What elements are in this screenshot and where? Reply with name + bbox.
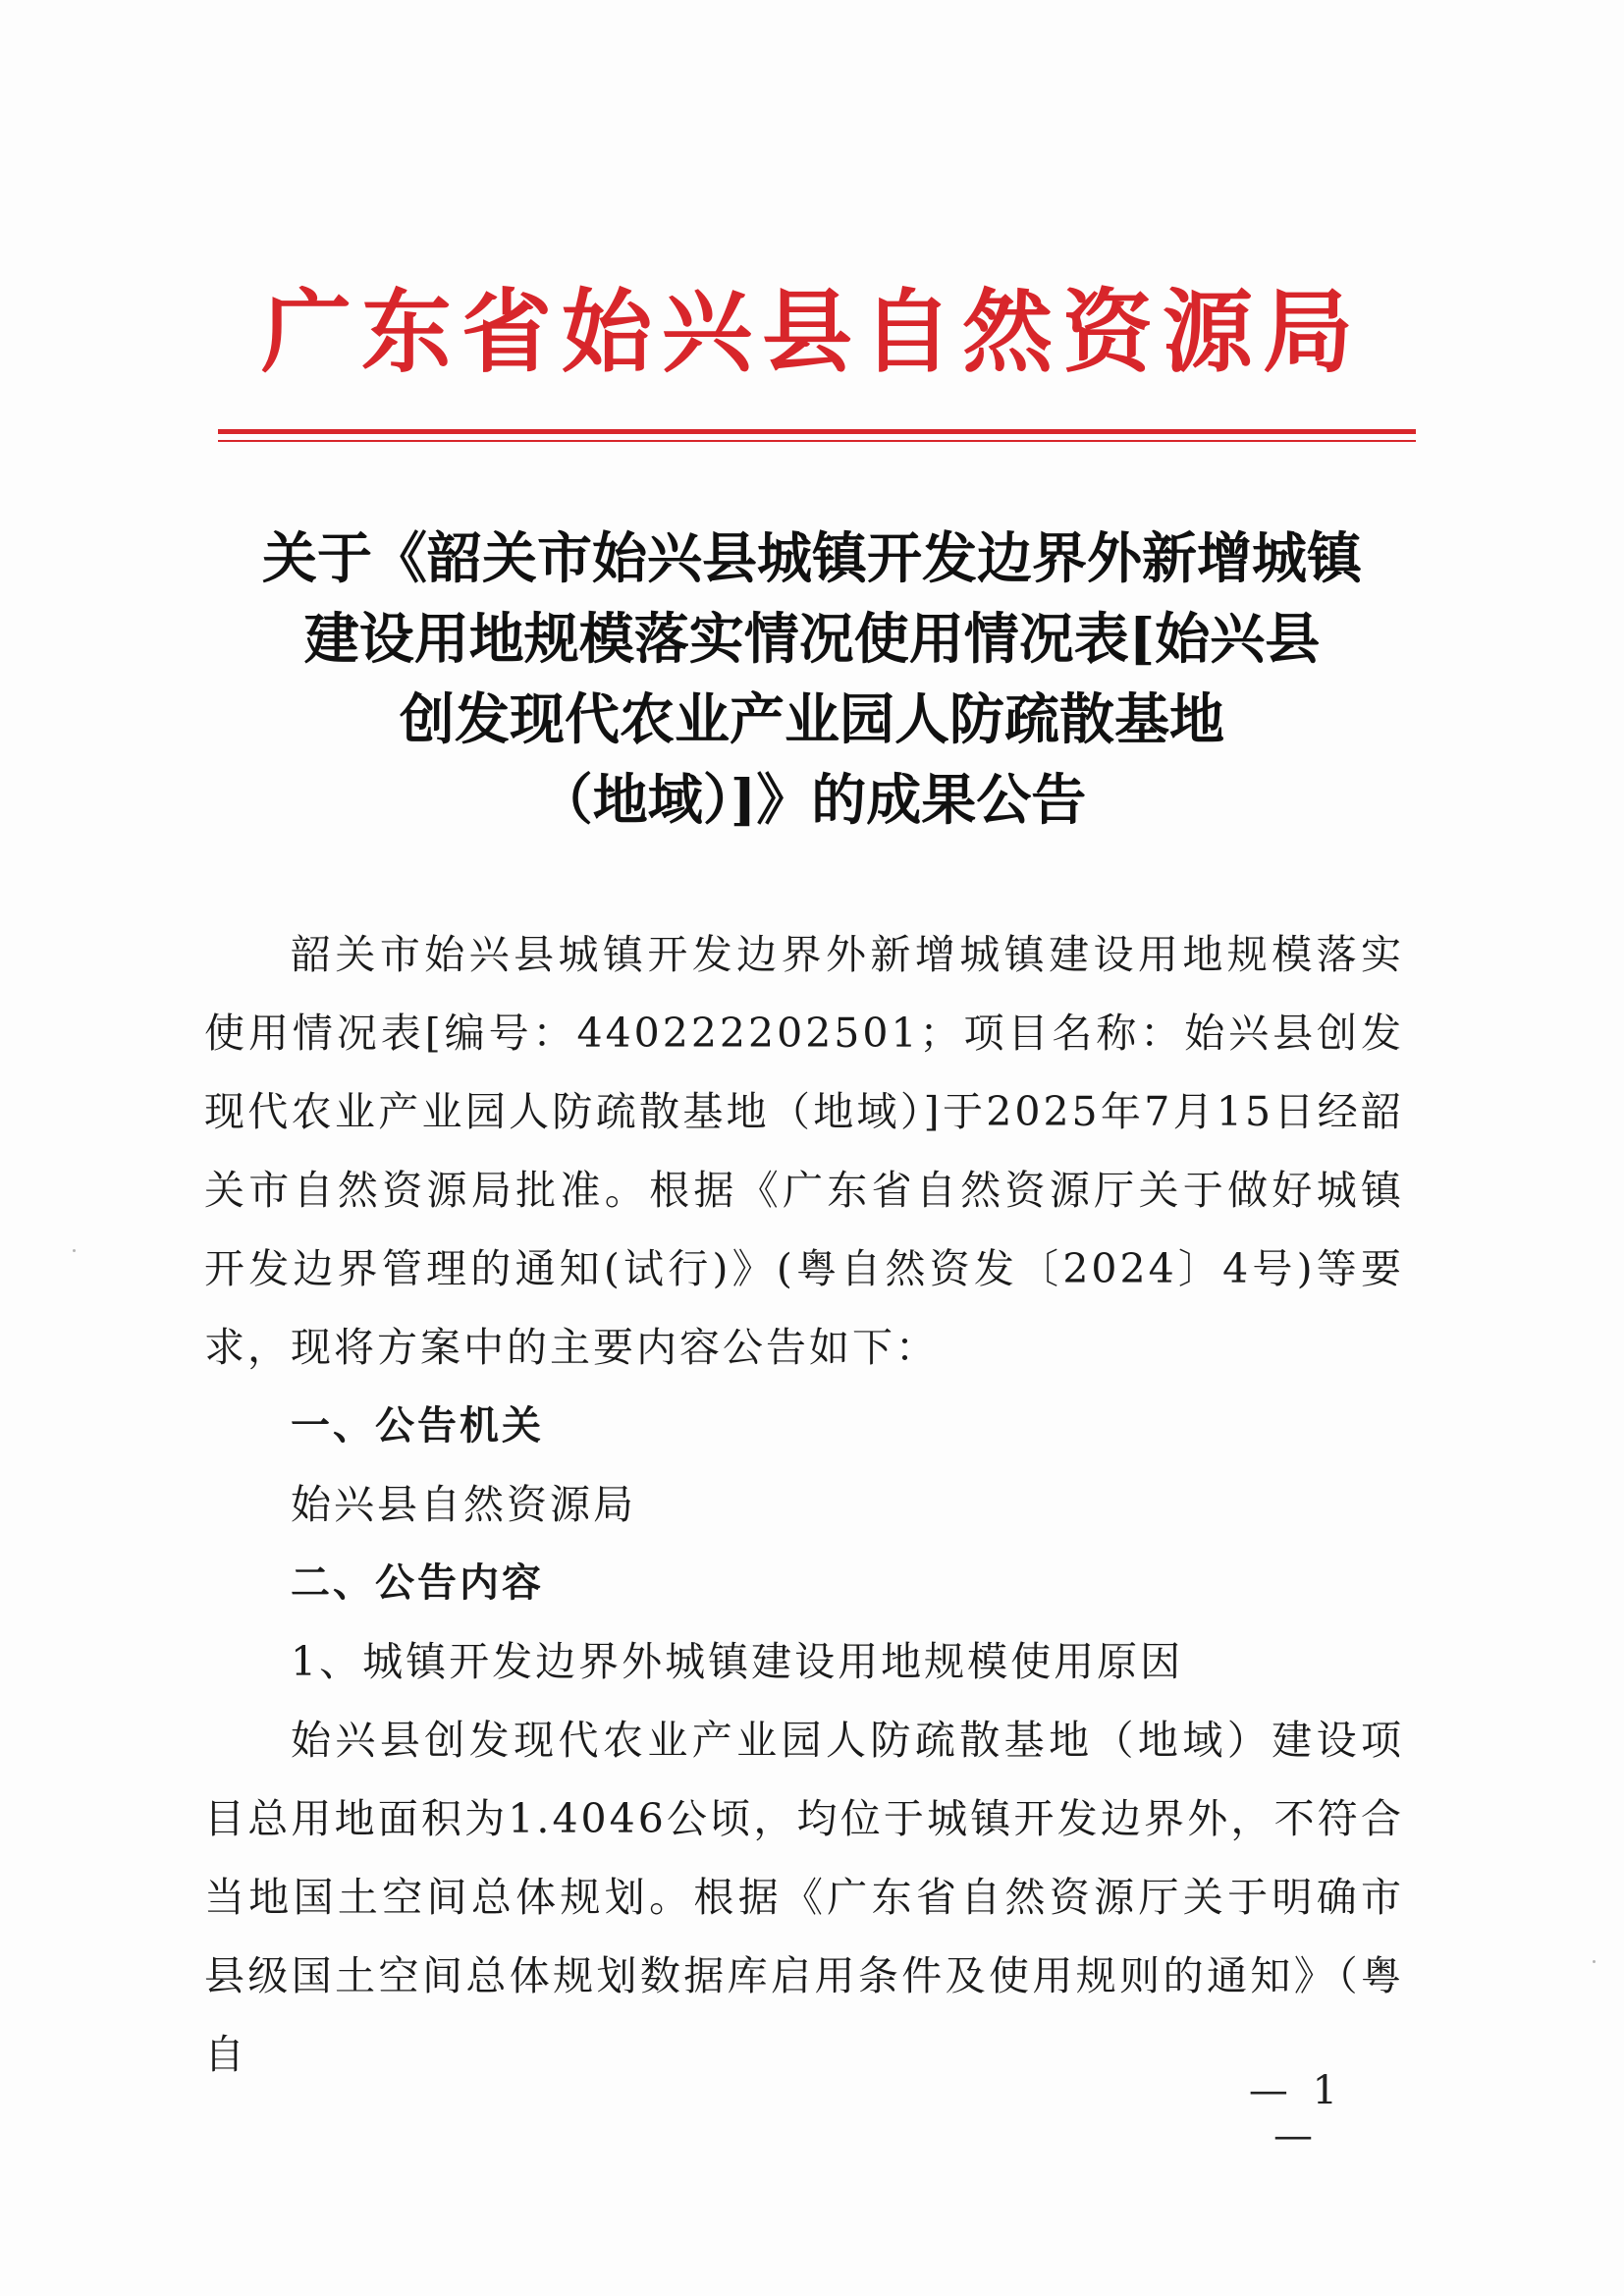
announcement-body (204, 915, 1404, 2094)
section-heading-content: 二、公告内容 (291, 1560, 544, 1606)
announcement-title (177, 519, 1447, 841)
section-heading-issuing-authority: 一、公告机关 (291, 1403, 544, 1449)
scan-speck (1593, 1960, 1596, 1963)
letterhead-red-rule-thin (218, 440, 1416, 442)
title-line-3: 创发现代农业产业园人防疏散基地 (400, 687, 1224, 752)
title-line-2: 建设用地规模落实情况使用情况表[始兴县 (303, 607, 1321, 672)
intro-paragraph: 韶关市始兴县城镇开发边界外新增城镇建设用地规模落实使用情况表[编号：440222202501；项目名称：始兴县创发现代农业产业园人防疏散基地（地域）]于2025年7月15日经韶关市自然资源局批准。根据《广东省自然资源厅关于做好城镇开发边界管理的通知(试行)》(粤自然资发〔2024〕4号)等要求，现将方案中的主要内容公告如下： (204, 931, 1404, 1371)
page-number: — 1 — (1248, 2068, 1344, 2159)
title-line-4: （地域）]》的成果公告 (537, 768, 1087, 833)
item-heading-reason: 1、城镇开发边界外城镇建设用地规模使用原因 (291, 1638, 1184, 1685)
letterhead-red-rule-thick (218, 429, 1416, 434)
title-line-1: 关于《韶关市始兴县城镇开发边界外新增城镇 (262, 526, 1362, 591)
issuing-authority-name: 始兴县自然资源局 (291, 1481, 636, 1528)
letterhead-agency-name: 广东省始兴县自然资源局 (260, 279, 1363, 385)
reason-paragraph: 始兴县创发现代农业产业园人防疏散基地（地域）建设项目总用地面积为1.4046公顷，均位于城镇开发边界外，不符合当地国土空间总体规划。根据《广东省自然资源厅关于明确市县级国土空间总体规划数据库启用条件及使用规则的通知》（粤自 (204, 1717, 1404, 2078)
scan-speck (73, 1249, 76, 1252)
